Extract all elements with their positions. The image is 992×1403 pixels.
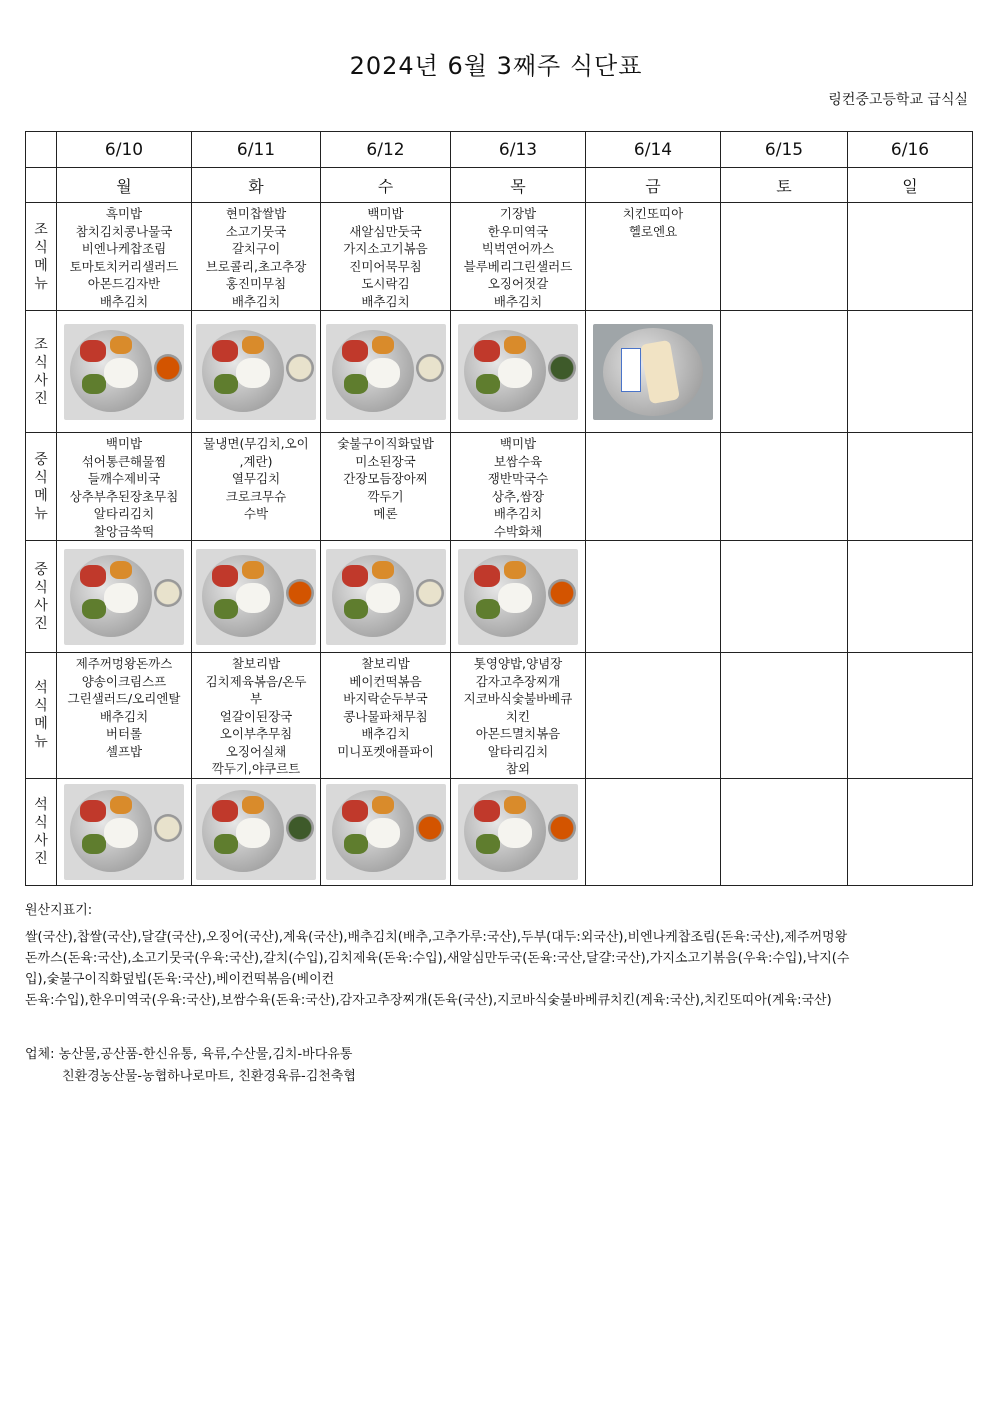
- day-cell: 일: [848, 168, 973, 203]
- row-label-char: 뉴: [34, 505, 48, 522]
- date-cell: 6/15: [721, 132, 848, 168]
- row-label-char: 사: [34, 597, 48, 614]
- side-dish-graphic: [504, 561, 526, 579]
- row-label-char: 식: [34, 354, 48, 371]
- side-dish-graphic: [344, 599, 368, 619]
- meal-photo: [458, 784, 578, 880]
- page-title: 2024년 6월 3째주 식단표: [349, 52, 643, 80]
- row-label-char: 석: [34, 680, 48, 697]
- row-label-char: 사: [34, 832, 48, 849]
- rice-graphic: [104, 358, 138, 388]
- menu-cell: [57, 653, 192, 779]
- date-cell: 6/12: [321, 132, 451, 168]
- side-dish-graphic: [344, 374, 368, 394]
- origin-notes: [25, 900, 970, 1011]
- side-dish-graphic: [474, 565, 500, 587]
- day-cell: 월: [57, 168, 192, 203]
- side-dish-graphic: [476, 599, 500, 619]
- row-label-char: 식: [34, 469, 48, 486]
- menu-item: 수박화채: [493, 523, 543, 539]
- menu-item: 크로크무슈: [225, 488, 287, 504]
- menu-item: 제주꺼멍왕돈까스: [75, 656, 173, 671]
- soup-bowl-graphic: [154, 579, 182, 607]
- menu-item: 아몬드멸치볶음: [475, 726, 561, 741]
- soup-bowl-graphic: [548, 354, 576, 382]
- day-cell: 금: [586, 168, 721, 203]
- photo-cell: [321, 778, 451, 885]
- side-dish-graphic: [110, 336, 132, 354]
- menu-item: 미소된장국: [355, 453, 416, 469]
- row-label-char: 뉴: [34, 734, 48, 751]
- side-dish-graphic: [504, 336, 526, 354]
- menu-item: ,계란): [239, 453, 273, 469]
- menu-item: 알타리김치: [487, 743, 549, 759]
- menu-cell: [321, 203, 451, 311]
- meal-photo: [196, 324, 316, 420]
- row-label-char: 식: [34, 814, 48, 831]
- side-dish-graphic: [82, 599, 106, 619]
- row-label-char: 진: [34, 850, 48, 867]
- menu-item: 물냉면(무김치,오이: [203, 436, 309, 451]
- menu-item: 비엔나케찹조림: [81, 241, 167, 256]
- side-dish-graphic: [82, 834, 106, 854]
- menu-item: 셀프밥: [105, 743, 143, 759]
- row-label-char: 메: [34, 716, 48, 733]
- meal-photo: [326, 784, 446, 880]
- menu-cell: [848, 653, 973, 779]
- side-dish-graphic: [110, 561, 132, 579]
- menu-item: 깍두기: [367, 488, 404, 504]
- menu-cell: [848, 203, 973, 311]
- soup-bowl-graphic: [416, 814, 444, 842]
- meal-photo: [64, 549, 184, 645]
- menu-item: 간장모듬장아찌: [343, 471, 428, 486]
- menu-item: 오이부추무침: [219, 726, 293, 741]
- side-dish-graphic: [476, 374, 500, 394]
- menu-item: 참외: [505, 761, 531, 776]
- menu-item: 진미어묵무침: [349, 258, 422, 274]
- photo-cell: [451, 541, 586, 653]
- menu-item: 배추김치: [361, 726, 410, 741]
- photo-cell: [451, 778, 586, 885]
- soup-bowl-graphic: [154, 814, 182, 842]
- photo-cell: [586, 541, 721, 653]
- menu-item: 양송이크림스프: [81, 673, 167, 689]
- vendor-line-1: 업체: 농산물,공산품-한신유통, 육류,수산물,김치-바다유통: [25, 1047, 353, 1062]
- row-label-char: 조: [34, 336, 48, 353]
- rice-graphic: [498, 818, 532, 848]
- soup-bowl-graphic: [416, 354, 444, 382]
- photo-cell: [586, 311, 721, 433]
- menu-item: 소고기뭇국: [225, 223, 287, 239]
- day-cell: 목: [451, 168, 586, 203]
- meal-photo: [593, 324, 713, 420]
- date-cell: 6/11: [192, 132, 321, 168]
- menu-item: 토마토치커리샐러드: [69, 258, 179, 274]
- row-label-char: 중: [34, 561, 48, 578]
- menu-cell: [721, 433, 848, 541]
- side-dish-graphic: [476, 834, 500, 854]
- photo-cell: [321, 311, 451, 433]
- menu-item: 배추김치: [493, 293, 543, 309]
- side-dish-graphic: [474, 340, 500, 362]
- row-label-char: 사: [34, 372, 48, 389]
- soup-bowl-graphic: [154, 354, 182, 382]
- menu-item: 김치제육볶음/온두: [205, 673, 307, 689]
- menu-item: 치킨: [505, 708, 531, 724]
- menu-item: 참치김치콩나물국: [75, 223, 173, 239]
- menu-item: 현미찹쌀밥: [225, 206, 287, 221]
- row-label: [26, 778, 57, 885]
- photo-cell: [848, 778, 973, 885]
- side-dish-graphic: [82, 374, 106, 394]
- soup-bowl-graphic: [416, 579, 444, 607]
- menu-item: 백미밥: [367, 206, 404, 221]
- row-label: [26, 653, 57, 779]
- rice-graphic: [366, 818, 400, 848]
- menu-item: 베이컨떡볶음: [349, 673, 422, 689]
- row-label-char: 식: [34, 698, 48, 715]
- menu-item: 메론: [373, 506, 398, 521]
- menu-item: 찰보리밥: [361, 656, 410, 671]
- menu-item: 버터롤: [105, 726, 143, 741]
- photo-cell: [721, 778, 848, 885]
- breakfast-menu-row: [26, 203, 973, 311]
- menu-item: 콩나물파채무침: [343, 708, 428, 724]
- meal-photo: [458, 549, 578, 645]
- rice-graphic: [498, 358, 532, 388]
- day-cell: 수: [321, 168, 451, 203]
- menu-item: 그린샐러드/오리엔탈: [67, 691, 181, 706]
- side-dish-graphic: [214, 834, 238, 854]
- photo-cell: [57, 311, 192, 433]
- menu-item: 기장밥: [499, 206, 537, 221]
- menu-item: 블루베리그린샐러드: [463, 258, 573, 274]
- row-label: [26, 311, 57, 433]
- menu-item: 감자고추장찌개: [475, 673, 561, 689]
- row-label-char: 조: [34, 221, 48, 238]
- dinner-photo-row: [26, 778, 973, 885]
- menu-cell: [451, 653, 586, 779]
- menu-item: 헬로엔요: [628, 223, 678, 239]
- menu-item: 흑미밥: [105, 206, 143, 221]
- row-label-char: 메: [34, 487, 48, 504]
- meal-photo: [64, 324, 184, 420]
- origin-line: 돈까스(돈육:국산),소고기뭇국(우육:국산),갈치(수입),김치제육(돈육:수입),새알심만두국(돈육:국산,달걀:국산),가지소고기볶음(우육:수입),낙지(수: [25, 951, 850, 966]
- side-dish-graphic: [212, 565, 238, 587]
- row-label-char: 식: [34, 579, 48, 596]
- menu-item: 아몬드김자반: [87, 276, 161, 291]
- rice-graphic: [104, 583, 138, 613]
- menu-item: 새알심만둣국: [349, 223, 422, 239]
- photo-cell: [721, 311, 848, 433]
- side-dish-graphic: [110, 796, 132, 814]
- menu-item: 찰보리밥: [231, 656, 281, 671]
- soup-bowl-graphic: [286, 579, 314, 607]
- date-cell: 6/14: [586, 132, 721, 168]
- menu-item: 깍두기,야쿠르트: [211, 761, 301, 776]
- date-header-row: [26, 132, 973, 168]
- photo-cell: [192, 778, 321, 885]
- menu-cell: [192, 203, 321, 311]
- photo-cell: [192, 311, 321, 433]
- date-cell: 6/10: [57, 132, 192, 168]
- meal-photo: [326, 324, 446, 420]
- photo-cell: [848, 311, 973, 433]
- day-header-row: [26, 168, 973, 203]
- row-label: [26, 203, 57, 311]
- row-label: [26, 433, 57, 541]
- photo-cell: [848, 541, 973, 653]
- menu-item: 홍진미무침: [225, 276, 287, 291]
- soup-bowl-graphic: [548, 814, 576, 842]
- meal-photo: [326, 549, 446, 645]
- menu-cell: [321, 653, 451, 779]
- menu-item: 수박: [243, 506, 269, 521]
- menu-item: 부: [249, 691, 263, 706]
- photo-cell: [192, 541, 321, 653]
- menu-item: 브로콜리,초고추장: [205, 258, 307, 274]
- menu-cell: [586, 653, 721, 779]
- date-cell: 6/13: [451, 132, 586, 168]
- side-dish-graphic: [474, 800, 500, 822]
- menu-item: 상추,쌈장: [491, 488, 545, 504]
- origin-line: 입),숯불구이직화덮빕(돈육:국산),베이컨떡볶음(베이컨: [25, 972, 335, 987]
- side-dish-graphic: [372, 796, 394, 814]
- side-dish-graphic: [214, 599, 238, 619]
- menu-item: 빅벅연어까스: [481, 241, 555, 256]
- menu-item: 열무김치: [231, 471, 281, 486]
- day-cell: 화: [192, 168, 321, 203]
- row-label: [26, 541, 57, 653]
- menu-cell: [192, 433, 321, 541]
- milk-carton-graphic: [621, 348, 641, 392]
- menu-cell: [57, 203, 192, 311]
- breakfast-photo-row: [26, 311, 973, 433]
- photo-cell: [586, 778, 721, 885]
- menu-item: 배추김치: [361, 293, 410, 309]
- row-label-char: 메: [34, 257, 48, 274]
- menu-item: 백미밥: [105, 436, 143, 451]
- menu-item: 얼갈이된장국: [219, 708, 293, 724]
- menu-item: 숯불구이직화덮밥: [337, 436, 434, 451]
- photo-cell: [721, 541, 848, 653]
- menu-cell: [451, 203, 586, 311]
- menu-item: 배추김치: [231, 293, 281, 309]
- row-label-char: 뉴: [34, 275, 48, 292]
- side-dish-graphic: [504, 796, 526, 814]
- row-label-char: 중: [34, 451, 48, 468]
- meal-photo: [196, 784, 316, 880]
- menu-cell: [192, 653, 321, 779]
- rice-graphic: [366, 358, 400, 388]
- menu-cell: [721, 653, 848, 779]
- menu-item: 들깨수제비국: [87, 471, 161, 486]
- side-dish-graphic: [342, 800, 368, 822]
- menu-item: 섞어통큰해물찜: [81, 453, 167, 469]
- menu-item: 톳영양밥,양념장: [473, 656, 563, 671]
- menu-cell: [57, 433, 192, 541]
- photo-cell: [57, 778, 192, 885]
- photo-cell: [57, 541, 192, 653]
- side-dish-graphic: [80, 340, 106, 362]
- menu-item: 가지소고기볶음: [343, 241, 428, 256]
- menu-item: 바지락순두부국: [343, 691, 428, 706]
- origin-title: 원산지표기:: [25, 903, 93, 918]
- menu-item: 배추김치: [493, 506, 543, 521]
- menu-item: 배추김치: [99, 293, 149, 309]
- vendor-info: [25, 1044, 356, 1088]
- menu-item: 보쌈수육: [493, 453, 543, 469]
- menu-item: 찰앙금쑥떡: [93, 523, 155, 539]
- meal-photo: [458, 324, 578, 420]
- row-label-char: 식: [34, 239, 48, 256]
- rice-graphic: [366, 583, 400, 613]
- menu-item: 지코바식숯불바베큐: [463, 691, 573, 706]
- row-label-char: 석: [34, 796, 48, 813]
- side-dish-graphic: [342, 565, 368, 587]
- menu-cell: [321, 433, 451, 541]
- menu-item: 오징어실채: [225, 743, 287, 759]
- dinner-menu-row: [26, 653, 973, 779]
- lunch-menu-row: [26, 433, 973, 541]
- origin-line: 쌀(국산),찹쌀(국산),달걀(국산),오징어(국산),계육(국산),배추김치(배추,고추가루:국산),두부(대두:외국산),비엔나케찹조림(돈육:국산),제주꺼멍왕: [25, 930, 848, 945]
- menu-item: 오징어젓갈: [487, 276, 549, 291]
- row-label-char: 진: [34, 390, 48, 407]
- side-dish-graphic: [344, 834, 368, 854]
- menu-item: 갈치구이: [231, 241, 281, 256]
- rice-graphic: [104, 818, 138, 848]
- day-cell: 토: [721, 168, 848, 203]
- side-dish-graphic: [212, 800, 238, 822]
- side-dish-graphic: [372, 336, 394, 354]
- soup-bowl-graphic: [286, 354, 314, 382]
- soup-bowl-graphic: [548, 579, 576, 607]
- side-dish-graphic: [242, 561, 264, 579]
- side-dish-graphic: [242, 796, 264, 814]
- rice-graphic: [498, 583, 532, 613]
- meal-photo: [196, 549, 316, 645]
- menu-cell: [721, 203, 848, 311]
- rice-graphic: [236, 583, 270, 613]
- side-dish-graphic: [242, 336, 264, 354]
- menu-item: 도시락김: [361, 276, 410, 291]
- corner-cell: [26, 168, 57, 203]
- vendor-line-2: 친환경농산물-농협하나로마트, 친환경육류-김천축협: [62, 1069, 356, 1084]
- photo-cell: [321, 541, 451, 653]
- menu-item: 백미밥: [499, 436, 537, 451]
- menu-item: 상추부추된장초무침: [69, 488, 179, 504]
- meal-plan-table: [25, 131, 973, 886]
- date-cell: 6/16: [848, 132, 973, 168]
- menu-item: 쟁반막국수: [487, 471, 549, 486]
- menu-item: 알타리김치: [93, 506, 155, 521]
- menu-item: 치킨또띠아: [622, 206, 684, 221]
- side-dish-graphic: [80, 565, 106, 587]
- corner-cell: [26, 132, 57, 168]
- side-dish-graphic: [342, 340, 368, 362]
- menu-item: 한우미역국: [487, 223, 549, 239]
- rice-graphic: [236, 818, 270, 848]
- side-dish-graphic: [212, 340, 238, 362]
- photo-cell: [451, 311, 586, 433]
- menu-cell: [586, 433, 721, 541]
- lunch-photo-row: [26, 541, 973, 653]
- side-dish-graphic: [214, 374, 238, 394]
- row-label-char: 진: [34, 615, 48, 632]
- school-name: 링컨중고등학교 급식실: [828, 92, 968, 108]
- soup-bowl-graphic: [286, 814, 314, 842]
- menu-cell: [848, 433, 973, 541]
- meal-photo: [64, 784, 184, 880]
- side-dish-graphic: [80, 800, 106, 822]
- side-dish-graphic: [372, 561, 394, 579]
- menu-item: 배추김치: [99, 708, 149, 724]
- menu-item: 미니포켓애플파이: [337, 743, 434, 759]
- menu-cell: [586, 203, 721, 311]
- origin-line: 돈육:수입),한우미역국(우육:국산),보쌈수육(돈육:국산),감자고추장찌개(돈육(국산),지코바식숯불바베큐치킨(계육:국산),치킨또띠아(계육:국산): [25, 993, 832, 1008]
- rice-graphic: [236, 358, 270, 388]
- menu-cell: [451, 433, 586, 541]
